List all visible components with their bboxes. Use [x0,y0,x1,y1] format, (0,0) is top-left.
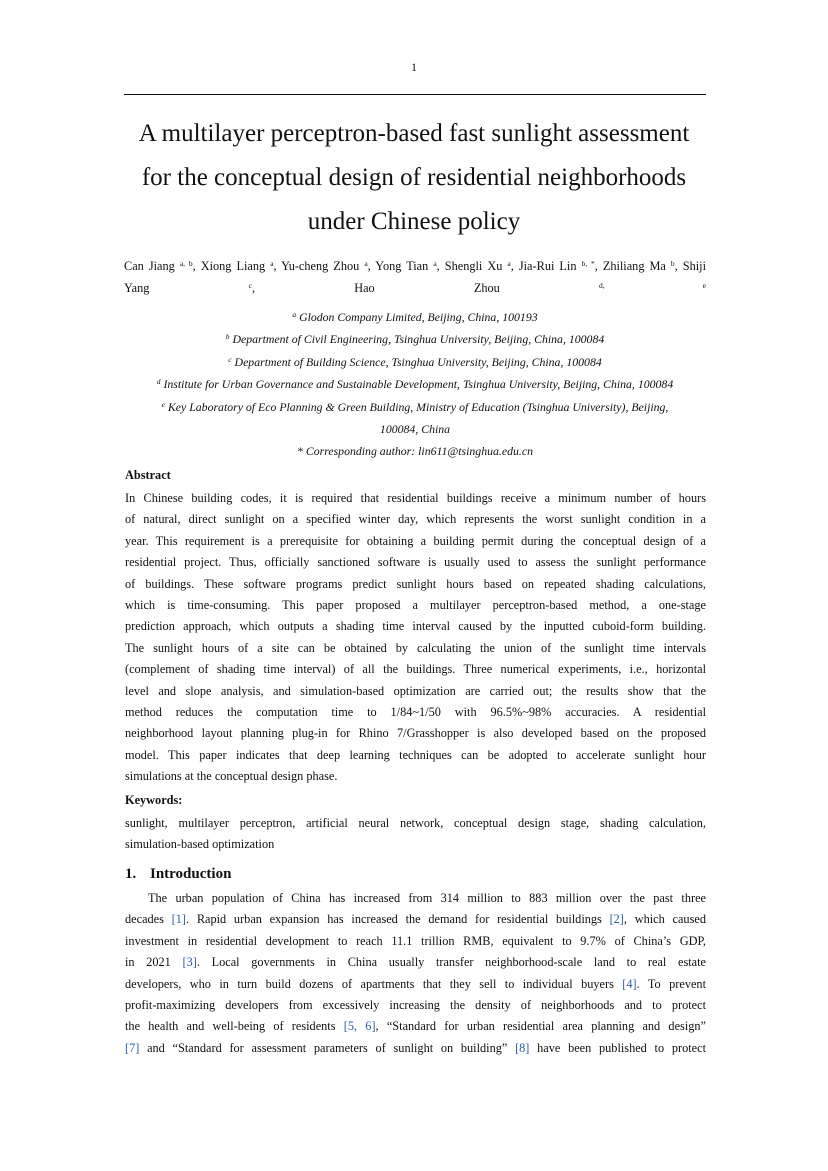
abstract-line: In Chinese building codes, it is required that residential buildings receive a minimum number of hours [125,491,706,505]
author-affiliation-mark: a, b [179,259,193,268]
author-name: Hao Zhou [354,281,500,295]
abstract-line: The sunlight hours of a site can be obtained by calculating the union of the sunlight time intervals [125,640,706,655]
text-run: investment in residential development to reach 11.1 trillion RMB, equivalent to 9.7% of China’s GDP, [125,933,706,948]
author-name: Can Jiang [124,259,175,273]
citation-link[interactable]: [2] [609,912,624,927]
author-name: Shengli Xu [444,259,503,273]
abstract-line: which is time-consuming. This paper proposed a multilayer perceptron-based method, a one-stage [125,598,706,613]
text-run: the health and well-being of residents [125,1019,344,1034]
header-rule [124,94,706,95]
page-number: 1 [411,60,417,74]
section-number: 1. [125,866,137,882]
title-line: for the conceptual design of residential neighborhoods [141,164,687,191]
title-line: under Chinese policy [307,208,521,235]
abstract-line: method reduces the computation time to 1/84~1/50 with 96.5%~98% accuracies. A residential [125,705,706,720]
author-affiliation-mark: b [670,259,675,268]
affiliation-text: Glodon Company Limited, Beijing, China, 100193 [299,310,538,324]
author-affiliation-mark: c [248,281,252,290]
author-name: Yu-cheng Zhou [281,259,360,273]
citation-link[interactable]: [7] [125,1040,140,1055]
abstract-heading: Abstract [125,468,171,482]
introduction-body [125,888,706,1059]
abstract-body [125,488,706,788]
keywords-line: sunlight, multilayer perceptron, artificial neural network, conceptual design stage, shading calculation, [125,816,706,830]
citation-link[interactable]: [1] [171,912,186,927]
keywords-line: simulation-based optimization [125,837,275,852]
abstract-line: (complement of shading time interval) of all the buildings. Three numerical experiments, i.e., horizontal [125,662,706,677]
affiliation-list [110,306,720,463]
text-run: , “Standard for urban residential area planning and design” [375,1019,706,1034]
affiliation [110,328,720,350]
text-run: profit-maximizing developers from excessively increasing the density of neighborhoods and to protect [125,998,706,1013]
text-run: . Rapid urban expansion has increased the demand for residential buildings [186,912,610,927]
affiliation-text: Key Laboratory of Eco Planning & Green Building, Ministry of Education (Tsinghua University), Beijing, [167,399,669,414]
affiliation [110,418,720,440]
affiliation-mark: c [228,354,232,364]
abstract-line: year. This requirement is a prerequisite for obtaining a building permit during the conceptual design of a [125,533,706,548]
text-run: and “Standard for assessment parameters of sunlight on building” [139,1040,516,1055]
affiliation-text: 100084, China [379,422,451,437]
author-name: Xiong Liang [200,259,266,273]
affiliation [110,440,720,462]
author-affiliation-mark: a [364,259,368,268]
affiliation [110,306,720,328]
text-run: in 2021 [125,955,183,970]
paragraph-line [125,952,706,973]
author-name: Jia-Rui Lin [518,259,577,273]
paragraph-line [125,995,706,1016]
keywords-body [125,813,706,856]
author-affiliation-mark: a [433,259,437,268]
abstract-line: of buildings. These software programs predict sunlight hours based on repeated shading calculations, [125,576,706,591]
affiliation [110,373,720,395]
citation-link[interactable]: [5, 6] [343,1019,376,1034]
title-line: A multilayer perceptron-based fast sunlight assessment [138,120,690,147]
author-line: Can Jiang $^{a, b}$, Xiong Liang $^a$, Yu-cheng Zhou $^a$, Yong Tian $^a$, Shengli Xu $^a$, Jia-Rui Lin $^{b, *}$, Zhiliang Ma $^b$, Shiji [124,259,707,273]
abstract-line: neighborhood layout planning plug-in for Rhino 7/Grasshopper is also developed based on the proposed [125,726,706,741]
author-affiliation-mark: d, e [599,281,706,290]
affiliation-text: Department of Building Science, Tsinghua University, Beijing, China, 100084 [234,354,602,369]
abstract-line: simulations at the conceptual design phase. [125,769,338,784]
abstract-line: residential project. Thus, officially sanctioned software is usually used to assess the sunlight performance [125,555,706,570]
affiliation-mark: e [161,399,165,409]
abstract-line: of natural, direct sunlight on a specified winter day, which represents the worst sunlight condition in a [125,512,706,527]
abstract-line: model. This paper indicates that deep learning techniques can be adopted to accelerate sunlight hour [125,747,706,762]
affiliation [110,396,720,418]
author-affiliation-mark: a [270,259,274,268]
author-name: Yong Tian [375,259,429,273]
affiliation [110,351,720,373]
affiliation-text[interactable]: * Corresponding author: lin611@tsinghua.edu.cn [297,444,533,459]
author-line: Yang $^c$, Hao Zhou $^{d, e}$ [124,281,706,295]
paragraph-line [125,1016,706,1037]
author-list [124,255,706,299]
abstract-line: level and slope analysis, and simulation-based optimization are carried out; the results show that the [125,683,706,698]
affiliation-text: Institute for Urban Governance and Sustainable Development, Tsinghua University, Beijing, China, 100084 [163,377,674,392]
paragraph-line [125,888,706,909]
affiliation-text: Department of Civil Engineering, Tsinghua University, Beijing, China, 100084 [232,332,605,347]
text-run: have been published to protect [529,1040,706,1055]
affiliation-mark: a [292,310,297,319]
section-title: Introduction [150,866,232,882]
author-affiliation-mark: b, * [581,259,595,268]
paper-title [100,112,728,244]
author-name: Zhiliang Ma [602,259,666,273]
text-run: decades [125,912,172,927]
author-affiliation-mark: a [507,259,511,268]
keywords-heading: Keywords: [125,793,183,807]
section-heading-introduction [125,866,231,883]
author-name: Yang [124,281,150,295]
text-run: developers, who in turn build dozens of apartments that they sell to individual buyers [125,976,623,991]
affiliation-mark: b [225,332,230,342]
citation-link[interactable]: [4] [622,976,637,991]
author-name: Shiji [682,259,707,273]
citation-link[interactable]: [8] [515,1040,530,1055]
abstract-line: prediction approach, which outputs a shading time interval caused by the inputted cuboid-form building. [125,619,706,634]
text-run: The urban population of China has increased from 314 million to 883 million over the past three [148,891,706,905]
affiliation-mark: d [156,377,161,387]
paragraph-line [125,974,706,995]
text-run: , which caused [623,912,706,927]
text-run: . To prevent [636,976,706,991]
paragraph-line [125,931,706,952]
paragraph-line [125,909,706,930]
citation-link[interactable]: [3] [182,955,197,970]
paragraph-line [125,1038,706,1059]
text-run: . Local governments in China usually transfer neighborhood-scale land to real estate [196,955,707,970]
